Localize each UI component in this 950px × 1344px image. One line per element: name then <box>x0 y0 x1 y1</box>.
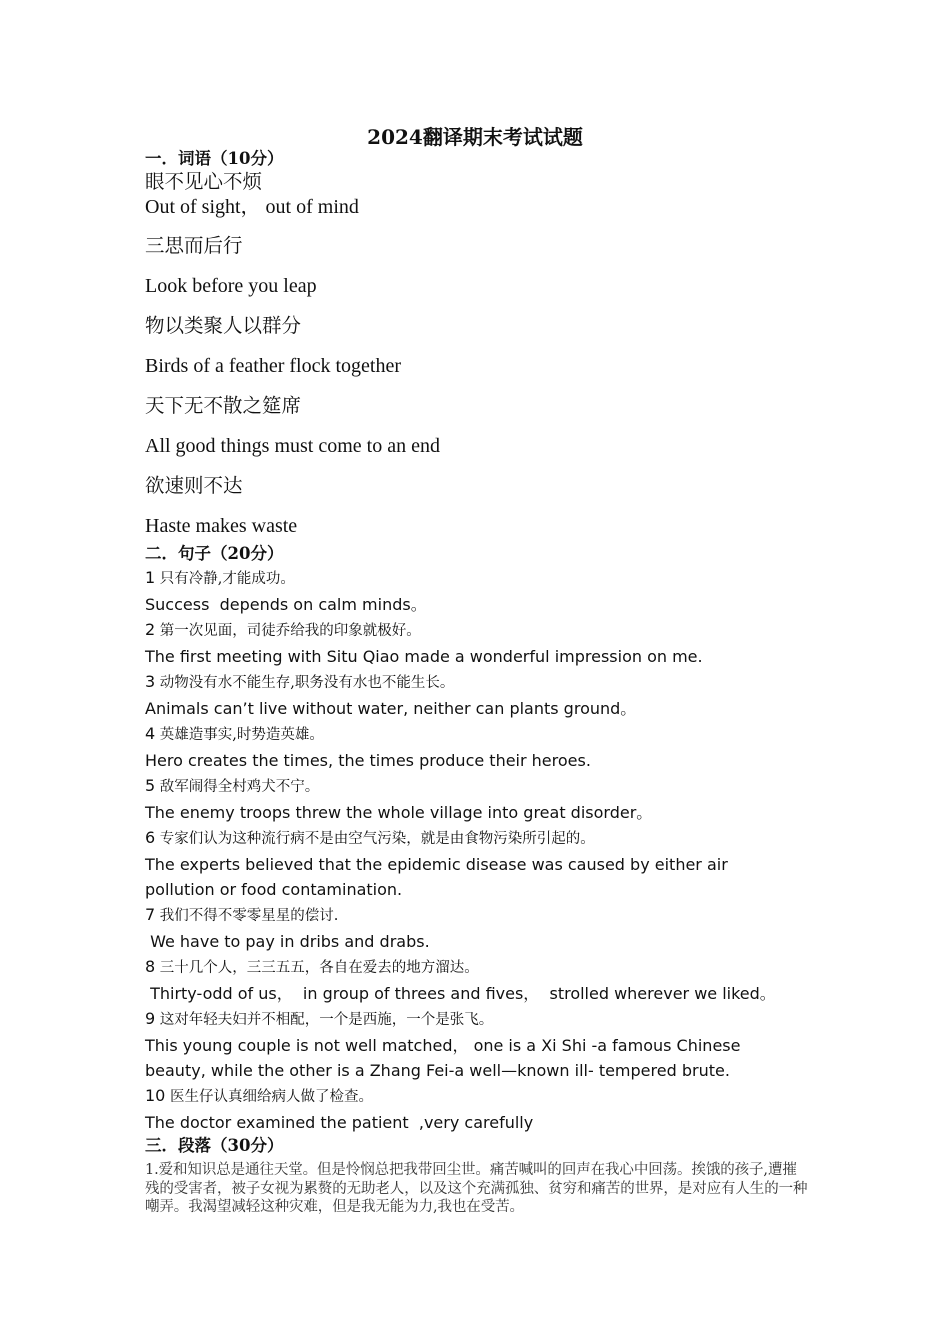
sentence-english: The doctor examined the patient ,very carefully <box>145 1113 534 1132</box>
sentence-english: The first meeting with Situ Qiao made a wonderful impression on me. <box>145 647 703 666</box>
idiom-english: Birds of a feather flock together <box>145 355 402 377</box>
sentence-number: 9 <box>145 1009 156 1028</box>
sentence-number: 6 <box>145 828 156 847</box>
sentence-number: 1 <box>145 568 156 587</box>
section-paragraph <box>145 1135 810 1217</box>
section-heading-idioms: 一．词语（10分） <box>145 149 284 168</box>
idiom-chinese: 天下无不散之筵席 <box>145 394 302 417</box>
sentence-chinese-text: 敌军闹得全村鸡犬不宁。 <box>159 779 320 795</box>
idiom-item <box>145 314 810 379</box>
sentence-english: Animals can’t live without water, neither can plants ground。 <box>145 699 637 718</box>
idiom-english: Haste makes waste <box>145 515 298 537</box>
document-body <box>145 148 810 1217</box>
sentence-chinese-text: 这对年轻夫妇并不相配，一个是西施，一个是张飞。 <box>159 1012 494 1028</box>
idiom-english: Look before you leap <box>145 275 317 297</box>
idiom-item <box>145 474 810 539</box>
sentence-chinese <box>145 1083 810 1110</box>
sentence-number: 7 <box>145 905 156 924</box>
section-heading-sentences: 二．句子（20分） <box>145 544 284 563</box>
idiom-chinese: 三思而后行 <box>145 234 243 257</box>
sentence-english: The enemy troops threw the whole village into great disorder。 <box>145 803 653 822</box>
sentence-chinese <box>145 773 810 800</box>
sentence-english: We have to pay in dribs and drabs. <box>145 932 430 951</box>
sentence-chinese <box>145 954 810 981</box>
sentence-chinese-text: 我们不得不零零星星的偿讨. <box>159 908 339 924</box>
sentence-list <box>145 565 810 1135</box>
sentence-chinese-text: 英雄造事实,时势造英雄。 <box>159 727 324 743</box>
sentence-item <box>145 773 810 825</box>
sentence-item <box>145 1083 810 1135</box>
document-title: 2024翻译期末考试试题 <box>367 125 583 149</box>
sentence-number: 5 <box>145 776 156 795</box>
sentence-item <box>145 721 810 773</box>
sentence-number: 3 <box>145 672 156 691</box>
idiom-item <box>145 170 810 220</box>
sentence-english: Success depends on calm minds。 <box>145 595 427 614</box>
sentence-item <box>145 617 810 669</box>
section-sentences <box>145 543 810 1135</box>
sentence-item <box>145 1006 810 1083</box>
sentence-item <box>145 954 810 1006</box>
idiom-chinese: 欲速则不达 <box>145 474 243 497</box>
sentence-item <box>145 565 810 617</box>
sentence-item <box>145 825 810 902</box>
sentence-number: 2 <box>145 620 156 639</box>
idiom-list <box>145 170 810 539</box>
sentence-chinese-text: 医生仔认真细给病人做了检查。 <box>169 1089 373 1105</box>
sentence-chinese <box>145 669 810 696</box>
section-heading-paragraph: 三．段落（30分） <box>145 1136 284 1155</box>
sentence-chinese <box>145 721 810 748</box>
sentence-chinese <box>145 825 810 852</box>
sentence-chinese-text: 第一次见面，司徒乔给我的印象就极好。 <box>159 623 421 639</box>
sentence-item <box>145 669 810 721</box>
sentence-english: Hero creates the times, the times produce their heroes. <box>145 751 591 770</box>
sentence-english: This young couple is not well matched， one is a Xi Shi -a famous Chinese beauty, while the other is a Zhang Fei-a well—known ill- tempered brute. <box>145 1036 741 1080</box>
sentence-chinese <box>145 902 810 929</box>
sentence-chinese-text: 专家们认为这种流行病不是由空气污染，就是由食物污染所引起的。 <box>159 831 595 847</box>
idiom-chinese: 眼不见心不烦 <box>145 170 263 193</box>
idiom-english: All good things must come to an end <box>145 435 440 457</box>
idiom-chinese: 物以类聚人以群分 <box>145 314 302 337</box>
sentence-item <box>145 902 810 954</box>
sentence-english: Thirty-odd of us， in group of threes and fives， strolled wherever we liked。 <box>145 984 776 1003</box>
sentence-number: 4 <box>145 724 156 743</box>
idiom-english: Out of sight， out of mind <box>145 196 359 218</box>
idiom-item <box>145 234 810 299</box>
sentence-chinese-text: 动物没有水不能生存,职务没有水也不能生长。 <box>159 675 455 691</box>
paragraph-text: 1.爱和知识总是通往天堂。但是怜悯总把我带回尘世。痛苦喊叫的回声在我心中回荡。挨饿的孩子,遭摧残的受害者，被子女视为累赘的无助老人，以及这个充满孤独、贫穷和痛苦的世界，是对应有人生的一种嘲弄。我渴望减轻这种灾难，但是我无能为力,我也在受苦。 <box>145 1162 808 1215</box>
section-idioms <box>145 148 810 539</box>
sentence-chinese <box>145 617 810 644</box>
sentence-number: 8 <box>145 957 156 976</box>
sentence-number: 10 <box>145 1086 166 1105</box>
sentence-chinese <box>145 1006 810 1033</box>
idiom-item <box>145 394 810 459</box>
sentence-chinese <box>145 565 810 592</box>
sentence-chinese-text: 三十几个人，三三五五，各自在爱去的地方溜达。 <box>159 960 479 976</box>
sentence-english: The experts believed that the epidemic disease was caused by either air pollution or food contamination. <box>145 855 728 899</box>
sentence-chinese-text: 只有冷静,才能成功。 <box>159 571 295 587</box>
